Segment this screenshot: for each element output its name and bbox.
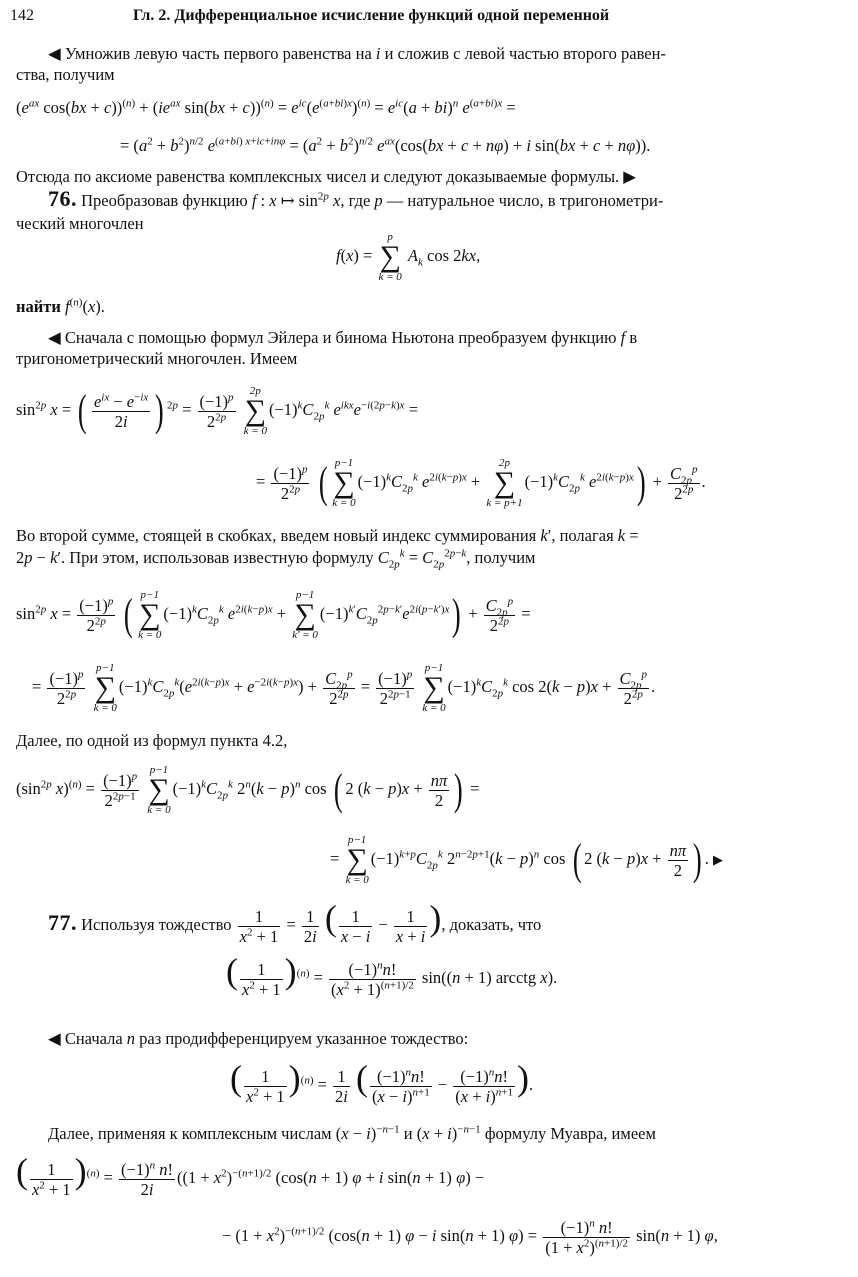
equation: = $(a^2 + b^2)^{n/2}$ $e^{(a+bi) x+ic+in\varphi} = (a^2 + b^2)^{n/2}$ $e^{ax}(\cos(bx + c + n\varphi) + i$ sin(bx + c + nφ)). [120,135,651,155]
problem-number: 77. [48,910,77,935]
paragraph-continued: тригонометрический многочлен. Имеем [16,349,298,368]
paragraph: Во второй сумме, стоящей в скобках, введем новый индекс суммирования k′, полагая k = [16,526,639,545]
paragraph: найти $f^{(n)}(x)$. [16,296,105,316]
equation: = $\frac{(-1)^p}{2^{2p}}$ p−1 ∑ k = 0 $(-1)^kC_{2p}^k(e^{2i(k-p)x} + e^{-2i(k-p)x})$ + $\frac{C_{2p}^p}{2^{2p}}$ = $\frac{(-1)^p}{2^{2p-1}}$ p−1 ∑ k = 0 $(-1)^kC_{2p}^k$ cos 2(k − p)x + $\frac{C_{2p}^p}{2^{2p}}$ . [32,662,656,715]
page-number: 142 [10,7,34,24]
paragraph: ◀ Умножив левую часть первого равенства на i и сложив с левой частью второго равен- [48,44,666,63]
equation: $\sin^{2p} x$ = $\frac{(-1)^p}{2^{2p}}$ ( p−1 ∑ k = 0 $(-1)^kC_{2p}^k$ $e^{2i(k-p)x}$ + p−1 ∑ k′ = 0 $(-1)^{k'}C_{2p}^{2p-k'}e^{2i(p-k')x}$) + $\frac{C_{2p}^p}{2^{2p}}$ = [16,589,531,642]
equation: − $(1 + x^2)^{-(n+1)/2}$ (cos(n + 1) φ − i sin(n + 1) φ) = $\frac{(-1)^n n!}{(1 + x^2)^{(n+1)/2}}$ sin(n + 1) φ, [222,1217,718,1257]
paragraph: ◀ Сначала с помощью формул Эйлера и бинома Ньютона преобразуем функцию f в [48,328,638,347]
equation: ( $\frac{1}{x^2 + 1}$ )$^{(n)}$ = $\frac{(-1)^nn!}{(x^2 + 1)^{(n+1)/2}}$ sin((n + 1) arcctg x). [226,951,558,999]
paragraph: Далее, применяя к комплексным числам $(x - i)^{-n-1}$ и $(x + i)^{-n-1}$ формулу Муавра, имеем [48,1123,656,1143]
paragraph: ◀ Сначала n раз продифференцируем указанное тождество: [48,1029,469,1048]
paragraph: Далее, по одной из формул пункта 4.2, [16,731,288,750]
equation: ($e^{ax}$ $\cos(bx + c))^{(n)} + (ie^{ax}$ $\sin(bx + c))^{(n)} = e^{ic}(e^{(a+bi)x})^{(n)} = e^{ic}(a + bi)^n$ $e^{(a+bi)x}$ = [16,97,516,117]
equation: ( $\frac{1}{x^2 + 1}$ )$^{(n)}$ = $\frac{1}{2i}$ ( $\frac{(-1)^nn!}{(x - i)^{n+1}}$ − $\frac{(-1)^nn!}{(x + i)^{n+1}}$ ). [230,1058,534,1106]
equation: ($\sin^{2p}$ x)$^{(n)}$ = $\frac{(-1)^p}{2^{2p-1}}$ p−1 ∑ k = 0 $(-1)^kC_{2p}^k$ $2^n(k - p)^n$ cos ( 2 (k − p)x + $\frac{n\pi}{2}$ ) = [16,764,480,817]
problem-76-continued: ческий многочлен [16,214,144,233]
paragraph: Отсюда по аксиоме равенства комплексных чисел и следуют доказываемые формулы. ▶ [16,167,636,186]
equation: ( $\frac{1}{x^2 + 1}$ )$^{(n)}$ = $\frac{(-1)^n n!}{2i}$ ($(1 + x^2)^{-(n+1)/2}$ (cos(n + 1) φ + i sin(n + 1) φ) − [16,1151,485,1199]
equation: $\sin^{2p} x$ = ( $\frac{e^{ix} - e^{-ix}}{2i}$ ) $^{2p}$ = $\frac{(-1)^p}{2^{2p}}$ 2p ∑ k = 0 $(-1)^kC_{2p}^k$ $e^{ikx}e^{-i(2p-k)x}$ = [16,385,418,438]
equation: f(x) = p ∑ k = 0 $A_k$ cos 2kx, [336,231,481,284]
problem-number: 76. [48,186,77,211]
equation: = $\frac{(-1)^p}{2^{2p}}$ ( p−1 ∑ k = 0 $(-1)^kC_{2p}^k$ $e^{2i(k-p)x}$ + 2p ∑ k = p+1 $(-1)^kC_{2p}^k$ $e^{2i(k-p)x}$) + $\frac{C_{2p}^p}{2^{2p}}$ . [256,457,706,510]
chapter-title: Гл. 2. Дифференциальное исчисление функций одной переменной [133,7,610,24]
problem-77: 77. Используя тождество $\frac{1}{x^2 + 1}$ = $\frac{1}{2i}$ ( $\frac{1}{x - i}$ − $\frac{1}{x + i}$ ), доказать, что [48,898,542,946]
problem-76: 76. Преобразовав функцию f : x ↦ $\sin^{2p} x$, где p — натуральное число, в тригонометри- [48,186,664,211]
paragraph-continued: ства, получим [16,65,115,84]
equation: = p−1 ∑ k = 0 $(-1)^{k+p}C_{2p}^k$ $2^{n-2p+1}(k - p)^n$ cos ( 2 (k − p)x + $\frac{n\pi}{2}$ ) . ▶ [330,834,724,887]
paragraph-continued: 2p − k′. При этом, использовав известную формулу $C_{2p}^k = C_{2p}^{2p-k}$, получим [16,547,536,571]
